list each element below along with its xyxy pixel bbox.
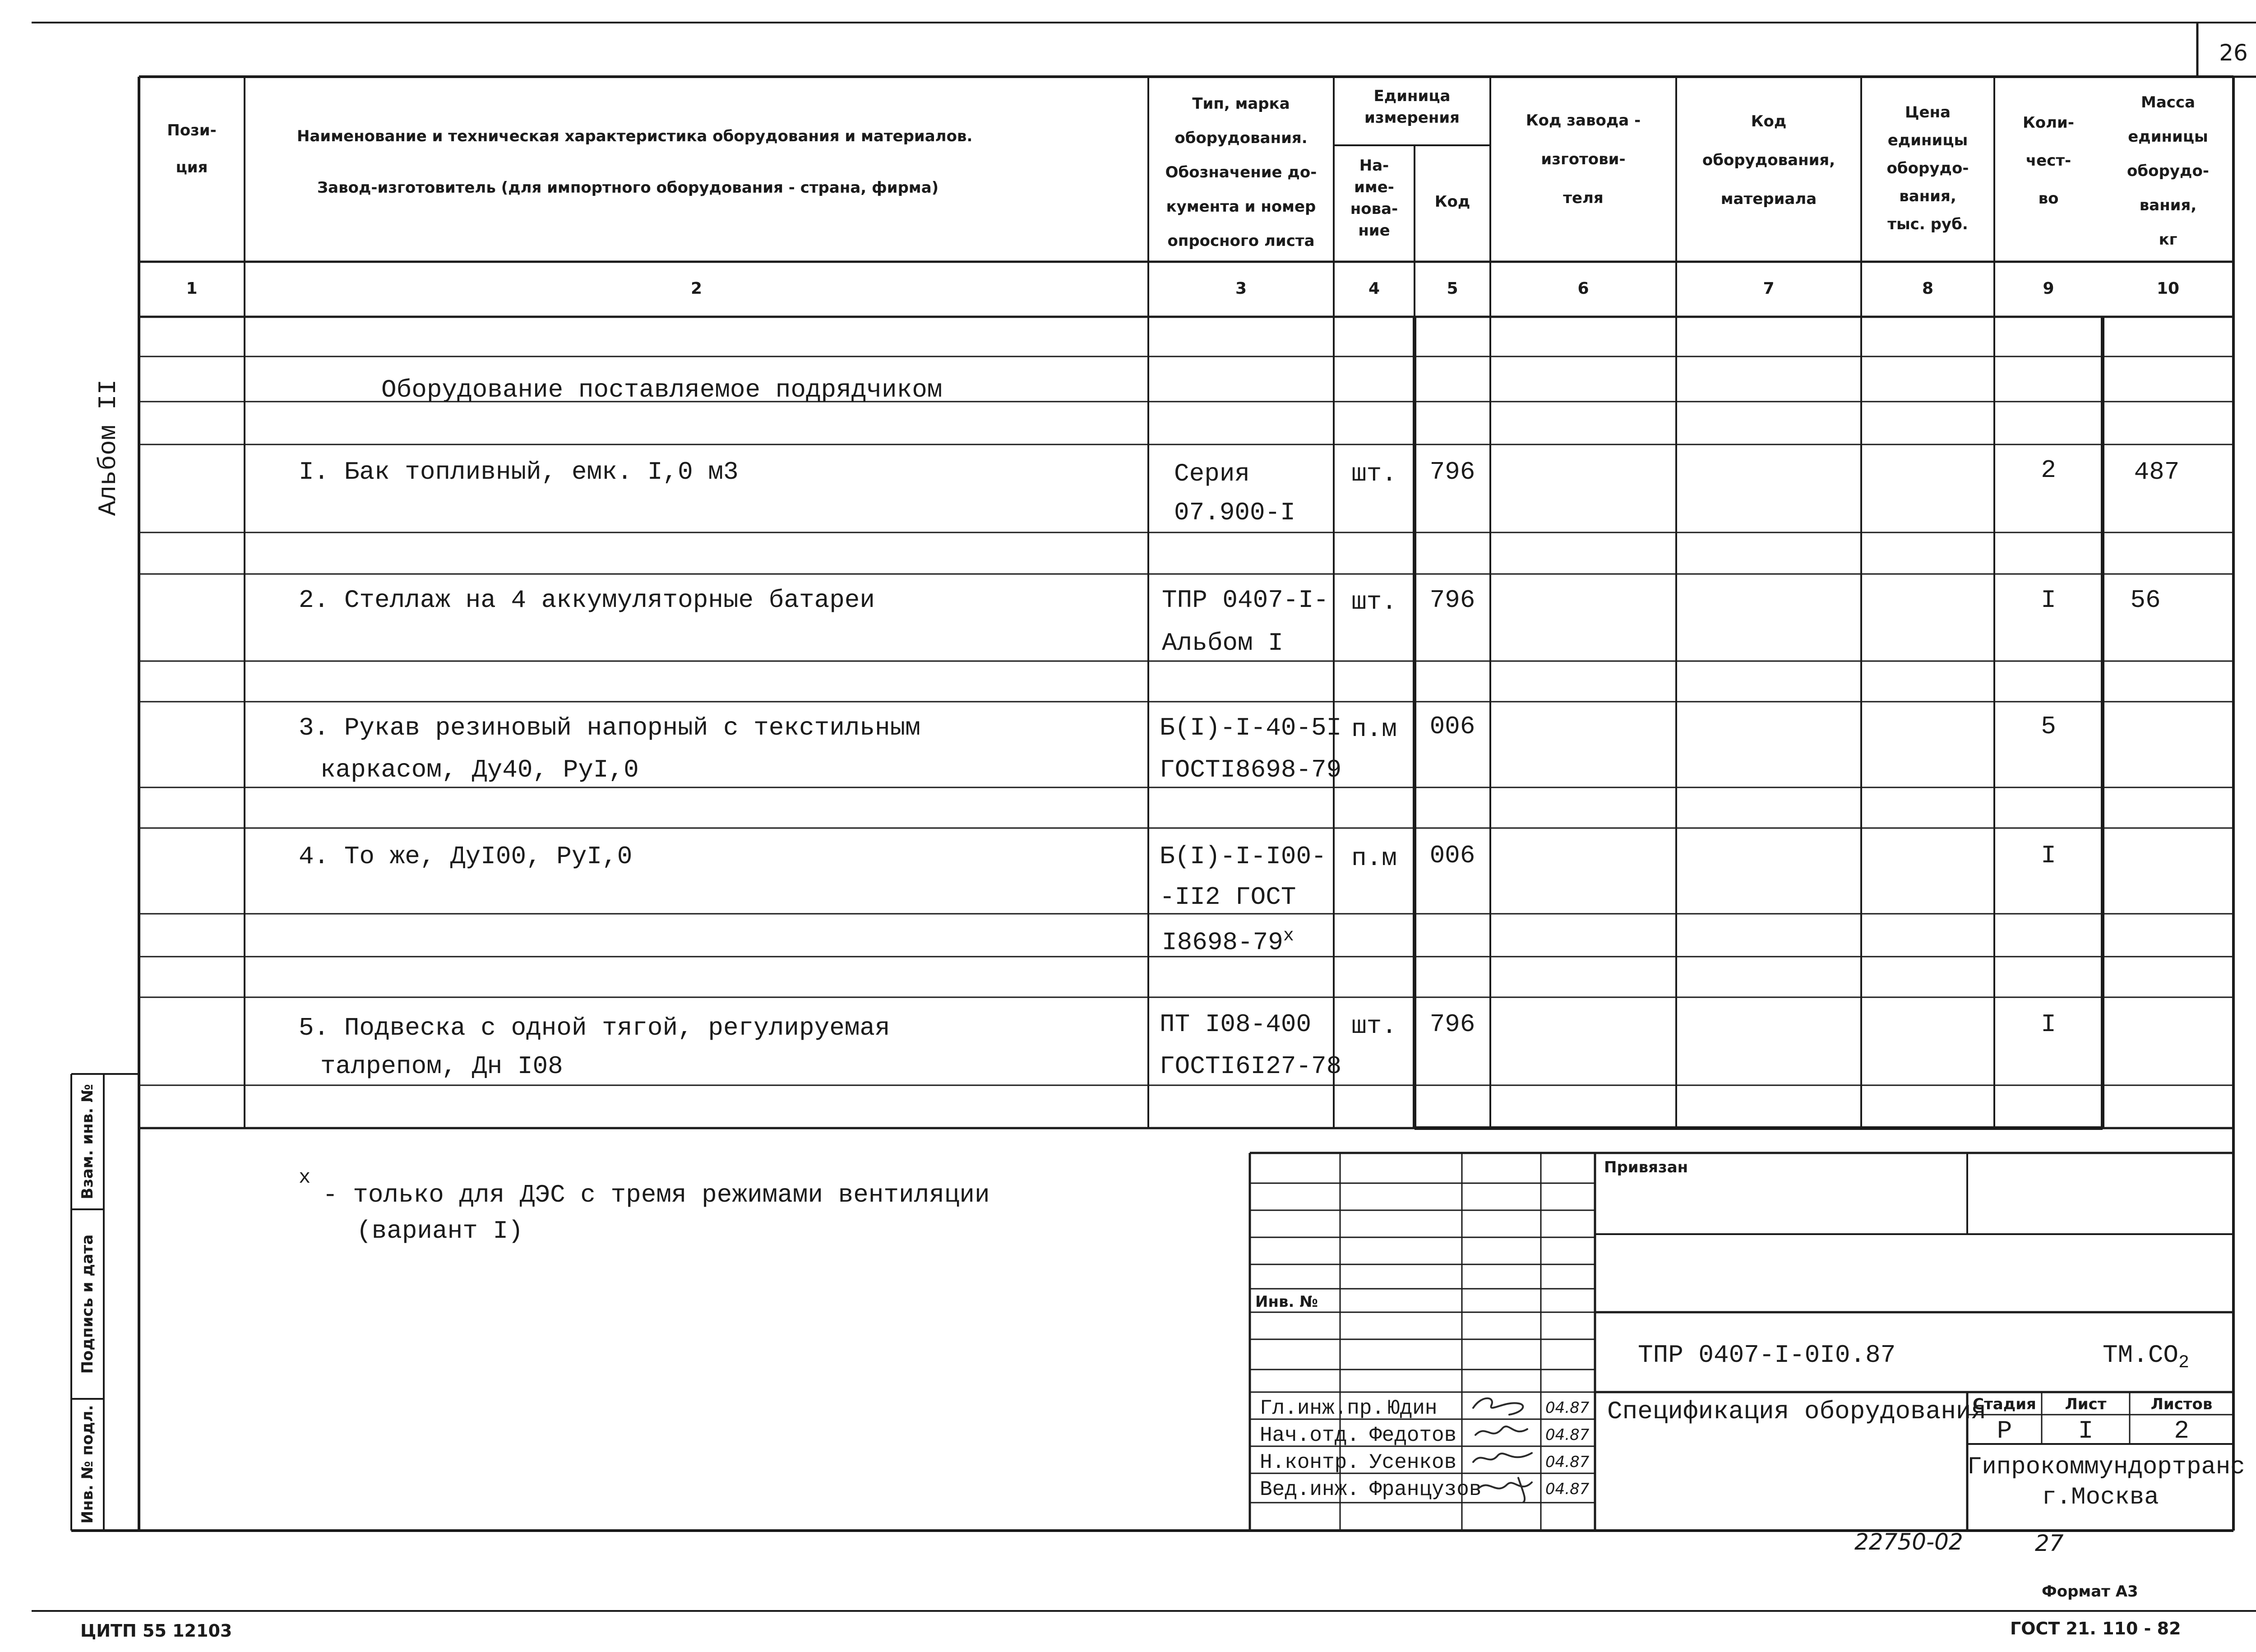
item-type: Альбом I [1162, 629, 1283, 657]
tb-sheets: 2 [2174, 1416, 2189, 1445]
signer-role: Вед.инж. [1260, 1478, 1359, 1501]
margin-label-replaced-inv: Взам. инв. № [79, 1084, 97, 1199]
tb-organization: Гипрокоммундортранс [1967, 1453, 2245, 1481]
item-type: ТПР 0407-I- [1162, 586, 1329, 615]
item-quantity: I [2041, 1010, 2056, 1039]
item-type: -II2 ГОСТ [1160, 883, 1296, 912]
item-unit-code: 796 [1429, 586, 1475, 615]
tb-doc-name: Спецификация оборудования [1607, 1397, 1987, 1426]
item-type: 07.900-I [1174, 498, 1295, 527]
item-name: талрепом, Дн I08 [320, 1052, 563, 1081]
signer-date: 04.87 [1545, 1480, 1590, 1498]
header-quantity: Коли- чест- во [2023, 114, 2074, 208]
column-number: 2 [690, 279, 703, 298]
tb-sheet-label: Лист [2065, 1395, 2107, 1413]
column-number: 5 [1447, 279, 1458, 298]
item-name: каркасом, Ду40, РуI,0 [320, 755, 639, 784]
column-number: 8 [1922, 279, 1934, 298]
item-type: ПТ I08-400 [1160, 1010, 1312, 1039]
handwritten-signatures [1464, 1392, 1541, 1503]
tb-sheet: I [2078, 1416, 2094, 1445]
header-plant-code: Код завода - изготови- теля [1526, 111, 1641, 207]
header-unit-name: На- име- нова- ние [1350, 157, 1398, 240]
column-number: 6 [1577, 279, 1589, 298]
column-number: 9 [2043, 279, 2054, 298]
signer-role: Гл.инж.пр. [1260, 1397, 1385, 1420]
album-label: Альбом II [94, 379, 123, 516]
item-type: Серия [1174, 459, 1250, 488]
tb-sheets-label: Листов [2150, 1395, 2213, 1413]
item-type: I8698-79$^x$ [1162, 926, 1294, 957]
item-unit: шт. [1351, 1012, 1397, 1041]
item-unit-code: 796 [1429, 1010, 1475, 1039]
item-unit: п.м [1351, 844, 1397, 873]
tb-inv-no: Инв. № [1255, 1293, 1318, 1311]
item-name: 4. То же, ДуI00, РуI,0 [299, 842, 633, 871]
item-type: ГОСТI6I27-78 [1160, 1052, 1342, 1081]
header-equipment-code: Код оборудования, материала [1702, 112, 1835, 208]
item-unit-code: 006 [1429, 841, 1475, 870]
item-quantity: 2 [2041, 456, 2056, 485]
header-type: Тип, марка оборудования. Обозначение до- кумента и номер опросного листа [1165, 95, 1317, 250]
signer-name: Французов [1369, 1478, 1482, 1501]
handwritten-page: 27 [2035, 1530, 2064, 1556]
signer-name: Юдин [1387, 1397, 1438, 1420]
signer-role: Нач.отд. [1260, 1424, 1359, 1447]
tb-stage-label: Стадия [1973, 1395, 2036, 1413]
header-name: Наименование и техническая характеристика оборудования и материалов. Завод-изготовитель (для импортного оборудования - страна, фирма) [297, 127, 973, 197]
margin-label-signature-date: Подпись и дата [79, 1234, 97, 1374]
footnote-text: - только для ДЭС с тремя режимами вентиляции [323, 1180, 990, 1209]
column-number: 4 [1368, 279, 1380, 298]
header-position: Пози- ция [167, 121, 217, 176]
header-unit-code: Код [1434, 193, 1470, 211]
footnote-text: (вариант I) [356, 1217, 523, 1245]
item-name: I. Бак топливный, емк. I,0 м3 [299, 458, 739, 486]
item-name: 2. Стеллаж на 4 аккумуляторные батареи [299, 586, 875, 615]
signer-date: 04.87 [1545, 1426, 1590, 1444]
page-number: 26 [2219, 40, 2248, 66]
item-type: Б(I)-I-I00- [1160, 842, 1327, 871]
item-unit: шт. [1351, 459, 1397, 488]
bottom-right-standard: ГОСТ 21. 110 - 82 [2010, 1619, 2181, 1638]
item-unit-code: 796 [1429, 458, 1475, 486]
item-name: 5. Подвеска с одной тягой, регулируемая [299, 1013, 890, 1042]
signer-date: 04.87 [1545, 1399, 1590, 1417]
header-mass: Масса единицы оборудо- вания, кг [2127, 93, 2209, 249]
header-unit-group: Единица измерения [1364, 87, 1460, 127]
bottom-left-code: ЦИТП 55 12103 [80, 1621, 232, 1641]
tb-doc-code: ТПР 0407-I-0I0.87 [1638, 1341, 1896, 1370]
header-price: Цена единицы оборудо- вания, тыс. руб. [1886, 103, 1969, 233]
signer-date: 04.87 [1545, 1453, 1590, 1471]
item-quantity: I [2041, 841, 2056, 870]
tb-mark: $ТМ.СО_2$ [2103, 1341, 2190, 1374]
tb-stage: Р [1997, 1416, 2012, 1445]
column-number: 1 [186, 279, 198, 298]
column-number: 3 [1235, 279, 1247, 298]
signer-role: Н.контр. [1260, 1451, 1359, 1474]
tb-privyazan: Привязан [1604, 1158, 1688, 1176]
item-mass: 487 [2134, 458, 2180, 486]
tb-city: г.Москва [2042, 1484, 2159, 1511]
item-type: Б(I)-I-40-5I [1160, 713, 1342, 742]
item-unit: п.м [1351, 715, 1397, 744]
handwritten-number: 22750-02 [1854, 1529, 1963, 1555]
signer-name: Федотов [1369, 1424, 1457, 1447]
item-unit: шт. [1351, 588, 1397, 616]
item-quantity: I [2041, 586, 2056, 615]
item-unit-code: 006 [1429, 712, 1475, 741]
item-quantity: 5 [2041, 712, 2056, 741]
section-title: Оборудование поставляемое подрядчиком [381, 375, 943, 404]
column-number: 7 [1763, 279, 1775, 298]
footnote-mark: x [299, 1166, 311, 1189]
item-name: 3. Рукав резиновый напорный с текстильным [299, 713, 920, 742]
item-mass: 56 [2130, 586, 2161, 615]
item-type: ГОСТI8698-79 [1160, 755, 1342, 784]
signer-name: Усенков [1369, 1451, 1457, 1474]
column-number: 10 [2156, 279, 2180, 298]
margin-label-original-inv: Инв. № подл. [79, 1405, 97, 1524]
sheet-format: Формат А3 [2042, 1583, 2138, 1601]
